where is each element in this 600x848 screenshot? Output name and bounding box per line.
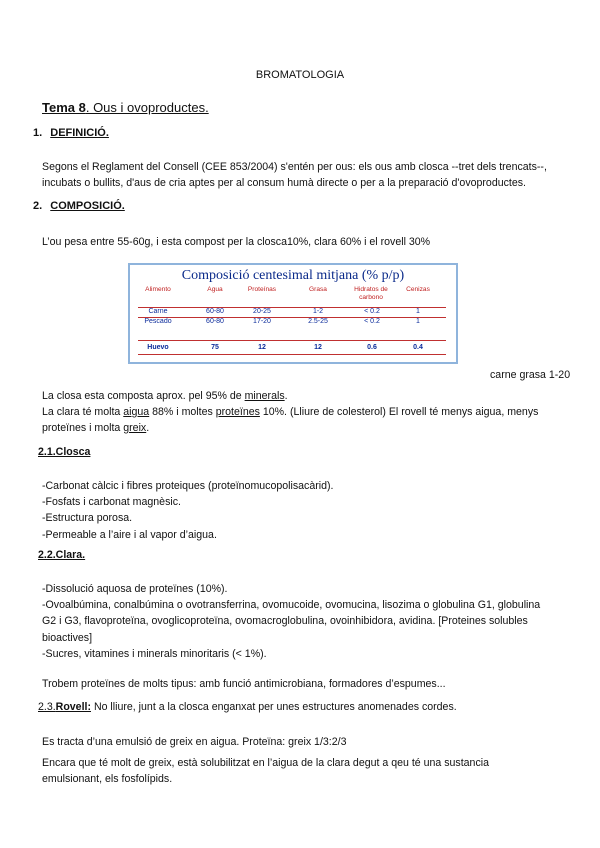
chapter-name: . Ous i ovoproductes.: [85, 100, 209, 115]
list-item: -Ovoalbúmina, conalbúmina o ovotransferrina, ovomucoide, ovomucina, lisozima o globulina G1, globulina: [42, 599, 541, 612]
text-run: proteïnes i molta: [42, 422, 124, 434]
table-cell: 1: [416, 318, 420, 325]
underlined-term: minerals: [244, 390, 285, 402]
list-item: G2 i G3, flavoproteïna, ovoglicoproteïna, ovomacroglobulina, ovoinhibidora, avidina. [Proteines solubles: [42, 615, 528, 628]
table-cell: < 0.2: [364, 318, 380, 325]
chapter-title: [42, 100, 209, 115]
table-cell: 1-2: [312, 308, 324, 315]
definition-line-2: incubats o bullits, d'aus de cria aptes per al consum humà directe o per a la preparació d'ovoproductes.: [42, 177, 526, 189]
paragraph-line: emulsionant, els fosfolípids.: [42, 773, 173, 785]
table-note: carne grasa 1-20: [490, 369, 571, 381]
clara-extra: Trobem proteïnes de molts tipus: amb funció antimicrobiana, formadores d’espumes...: [42, 678, 446, 690]
composition-table: [128, 263, 458, 364]
table-header-cell: Hidratos de carbono: [354, 286, 388, 301]
table-header-cell: Cenizas: [406, 286, 430, 293]
text-run: .: [146, 422, 150, 434]
table-cell: 60-80: [206, 318, 224, 325]
clara-list: [42, 581, 540, 662]
table-rule: [138, 340, 446, 341]
underlined-term: proteïnes: [215, 406, 260, 418]
table-cell: 0.6: [367, 344, 377, 351]
table-cell: 60-80: [206, 308, 224, 315]
table-cell: Huevo: [147, 344, 169, 351]
definition-paragraph: [42, 159, 572, 191]
subsection-heading-clara: 2.2.Clara.: [38, 549, 86, 561]
closca-list: [42, 478, 333, 543]
text-run: 88% i moltes: [149, 406, 216, 418]
table-header-cell: Agua: [207, 286, 223, 293]
list-item: -Dissolució aquosa de proteïnes (10%).: [42, 583, 228, 595]
underlined-term: aigua: [123, 406, 150, 418]
definition-line-1: Segons el Reglament del Consell (CEE 853/2004) s'entén per ous: els ous amb closca --tret dels trencats--,: [42, 161, 547, 173]
list-item: -Permeable a l’aire i al vapor d’aigua.: [42, 528, 217, 541]
table-cell: 12: [314, 344, 322, 351]
section-heading-definicio: [33, 127, 109, 139]
table-title: Composició centesimal mitjana (% p/p): [181, 268, 405, 283]
page-header: BROMATOLOGIA: [255, 69, 345, 81]
table-header-cell: Proteínas: [247, 286, 277, 293]
underlined-term: greix: [123, 422, 147, 434]
table-rule: [138, 354, 446, 355]
text-run: .: [284, 390, 288, 402]
subsection-heading-rovell: Rovell:: [55, 701, 91, 713]
list-item: -Carbonat càlcic i fibres proteiques (proteïnomucopolisacàrid).: [42, 480, 334, 492]
composition-intro: L’ou pesa entre 55-60g, i esta compost per la closca10%, clara 60% i el rovell 30%: [42, 236, 431, 248]
list-item: -Estructura porosa.: [42, 512, 133, 525]
text-run: La closa esta composta aprox. pel 95% de: [42, 390, 245, 402]
list-item: bioactives]: [42, 631, 93, 644]
table-cell: 1: [416, 308, 420, 315]
list-item: -Sucres, vitamines i minerals minoritaris (< 1%).: [42, 647, 267, 660]
table-cell: 20-25: [253, 308, 271, 315]
table-cell: 17-20: [253, 318, 271, 325]
section-title: COMPOSICIÓ.: [50, 200, 125, 212]
table-cell: Pescado: [144, 318, 172, 325]
table-cell: 75: [211, 344, 219, 351]
rovell-paragraph-1: Es tracta d’una emulsió de greix en aigua. Proteïna: greix 1/3:2/3: [42, 736, 347, 748]
subsection-number: 2.3.: [38, 701, 56, 713]
section-number: 2.: [33, 200, 43, 212]
table-cell: 0.4: [413, 344, 423, 351]
rovell-line: [38, 700, 457, 714]
list-item: -Fosfats i carbonat magnèsic.: [42, 496, 181, 509]
subsection-heading-closca: 2.1.Closca: [38, 446, 91, 458]
table-header-cell: Alimento: [145, 286, 171, 293]
text-run: 10%. (Lliure de colesterol) El rovell té menys aigua, menys: [259, 406, 539, 418]
table-header-cell: Grasa: [309, 286, 327, 293]
paragraph-line: Encara que té molt de greix, està solubilitzat en l’aigua de la clara degut a qeu té una sustancia: [42, 757, 489, 769]
text-run: La clara té molta: [42, 406, 124, 418]
table-cell: Carne: [148, 308, 168, 315]
table-cell: 2.5-25: [308, 318, 328, 325]
section-number: 1.: [33, 127, 43, 139]
section-heading-composicio: [33, 200, 125, 212]
section-title: DEFINICIÓ.: [50, 127, 109, 139]
composition-paragraph: [42, 388, 582, 436]
rovell-text: No lliure, junt a la closca enganxat per unes estructures anomenades cordes.: [91, 701, 457, 713]
table-cell: 12: [258, 344, 266, 351]
rovell-paragraph-2: [42, 755, 582, 787]
table-cell: < 0.2: [364, 308, 380, 315]
chapter-number: Tema 8: [42, 100, 86, 115]
